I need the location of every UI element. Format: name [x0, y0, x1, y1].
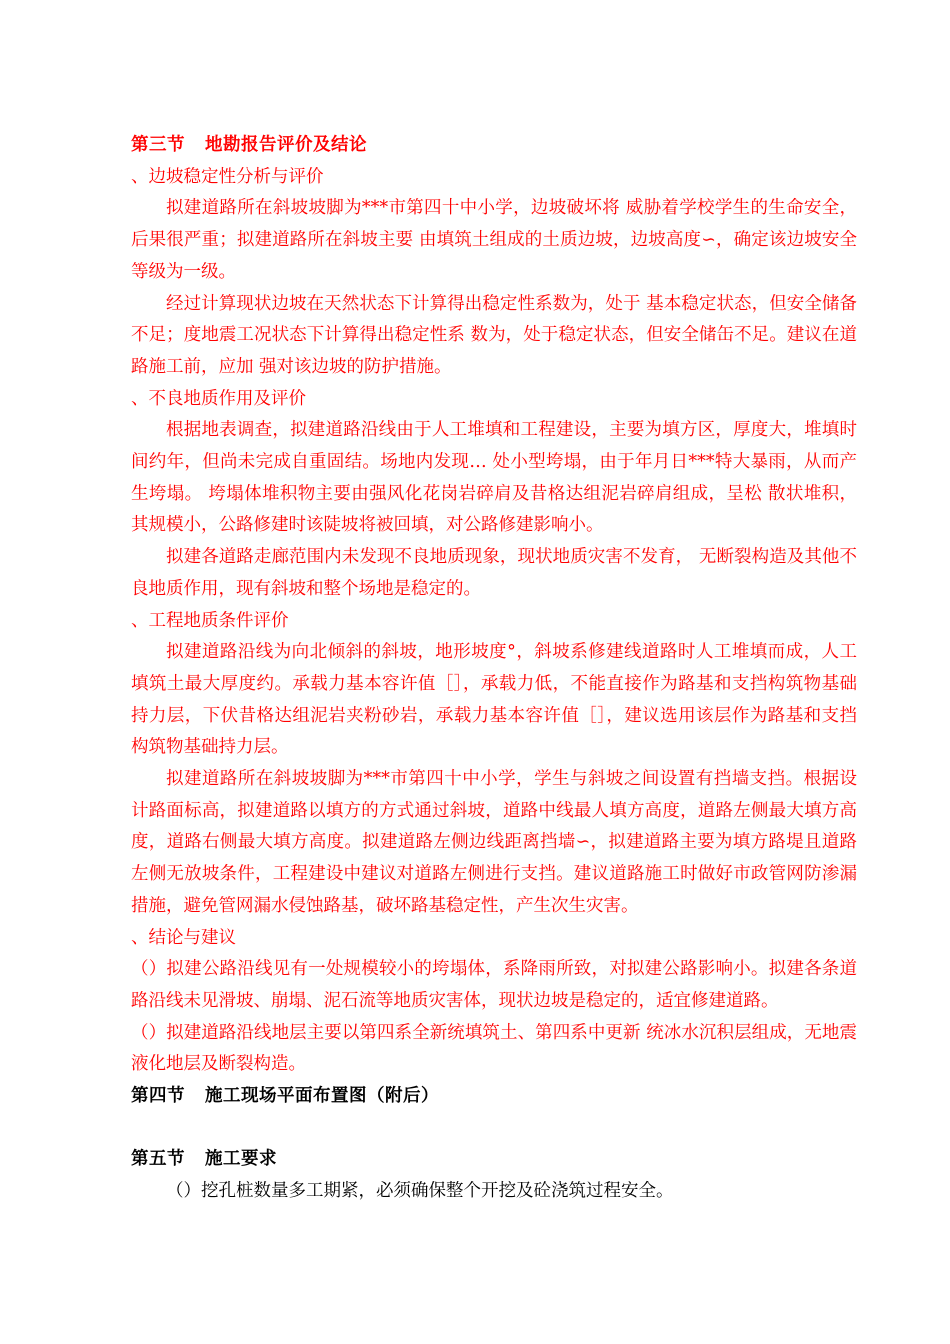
sub2-title: 、不良地质作用及评价 — [131, 388, 306, 409]
sub3-paragraph-2: 拟建道路所在斜坡坡脚为***市第四十中小学，学生与斜坡之间设置有挡墙支挡。根据设计路面标高，拟建道路以填方的方式通过斜坡，道路中线最人填方高度，道路左侧最大填方高度，道路右侧最大填方高度。拟建道路左侧边线距离挡墙∽，拟建道路主要为填方路堤且道路左侧无放坡条件，工程建设中建议对道路左侧进行支挡。建议道路施工时做好市政管网防渗漏措施，避免管网漏水侵蚀路基，破坏路基稳定性，产生次生灾害。 — [131, 769, 857, 916]
sub2-paragraph-1: 根据地表调查，拟建道路沿线由于人工堆填和工程建设，主要为填方区，厚度大，堆填时间约年，但尚未完成自重固结。场地内发现… 处小型垮塌，由于年月日***特大暴雨，从而产生垮塌。 垮塌体堆积物主要由强风化花岗岩碎肩及昔格达组泥岩碎肩组成，呈松 散状堆积，其规模小，公路修建时该陡坡将被回填，对公路修建影响小。 — [131, 420, 857, 536]
conclusion-item-1: （）拟建公路沿线见有一处规模较小的垮塌体，系降雨所致，对拟建公路影响小。拟建各条道路沿线未见滑坡、崩塌、泥石流等地质灾害体，现状边坡是稳定的，适宜修建道路。 — [131, 959, 857, 1011]
requirement-item-1: （）挖孔桩数量多工期紧，必须确保整个开挖及砼浇筑过程安全。 — [166, 1180, 674, 1201]
sub3-paragraph-1: 拟建道路沿线为向北倾斜的斜坡，地形坡度°，斜坡系修建线道路时人工堆填而成，人工填筑土最大厚度约。承载力基本容许值［］，承载力低，不能直接作为路基和支挡构筑物基础持力层，下伏昔格达组泥岩夹粉砂岩，承载力基本容许值［］，建议选用该层作为路基和支挡构筑物基础持力层。 — [131, 642, 857, 758]
sub2-paragraph-2: 拟建各道路走廊范围内未发现不良地质现象，现状地质灾害不发育， 无断裂构造及其他不良地质作用，现有斜坡和整个场地是稳定的。 — [131, 547, 857, 599]
sub3-title: 、工程地质条件评价 — [131, 610, 289, 631]
section4-title: 施工现场平面布置图（附后） — [205, 1086, 439, 1107]
section3-number: 第三节 — [131, 135, 185, 155]
section3-title: 地勘报告评价及结论 — [205, 135, 367, 155]
sub1-paragraph-1: 拟建道路所在斜坡坡脚为***市第四十中小学，边坡破坏将 威胁着学校学生的生命安全，后果很严重；拟建道路所在斜坡主要 由填筑土组成的土质边坡，边坡高度∽，确定该边坡安全等级为一级。 — [131, 198, 857, 282]
sub1-paragraph-2: 经过计算现状边坡在天然状态下计算得出稳定性系数为，处于 基本稳定状态，但安全储备不足；度地震工况状态下计算得出稳定性系 数为，处于稳定状态，但安全储缶不足。建议在道路施工前，应加 强对该边坡的防护措施。 — [131, 293, 857, 377]
sub1-title: 、边坡稳定性分析与评价 — [131, 166, 324, 187]
document-page — [131, 130, 857, 1207]
section5-heading — [131, 1144, 857, 1176]
section4-heading — [131, 1081, 857, 1113]
section3-heading — [131, 130, 857, 162]
section5-number: 第五节 — [131, 1148, 185, 1169]
sub4-title: 、结论与建议 — [131, 927, 236, 948]
spacer — [131, 1113, 857, 1144]
section5-title: 施工要求 — [205, 1148, 277, 1169]
section4-number: 第四节 — [131, 1086, 185, 1107]
conclusion-item-2: （）拟建道路沿线地层主要以第四系全新统填筑土、第四系中更新 统冰水沉积层组成，无地震液化地层及断裂构造。 — [131, 1022, 857, 1075]
